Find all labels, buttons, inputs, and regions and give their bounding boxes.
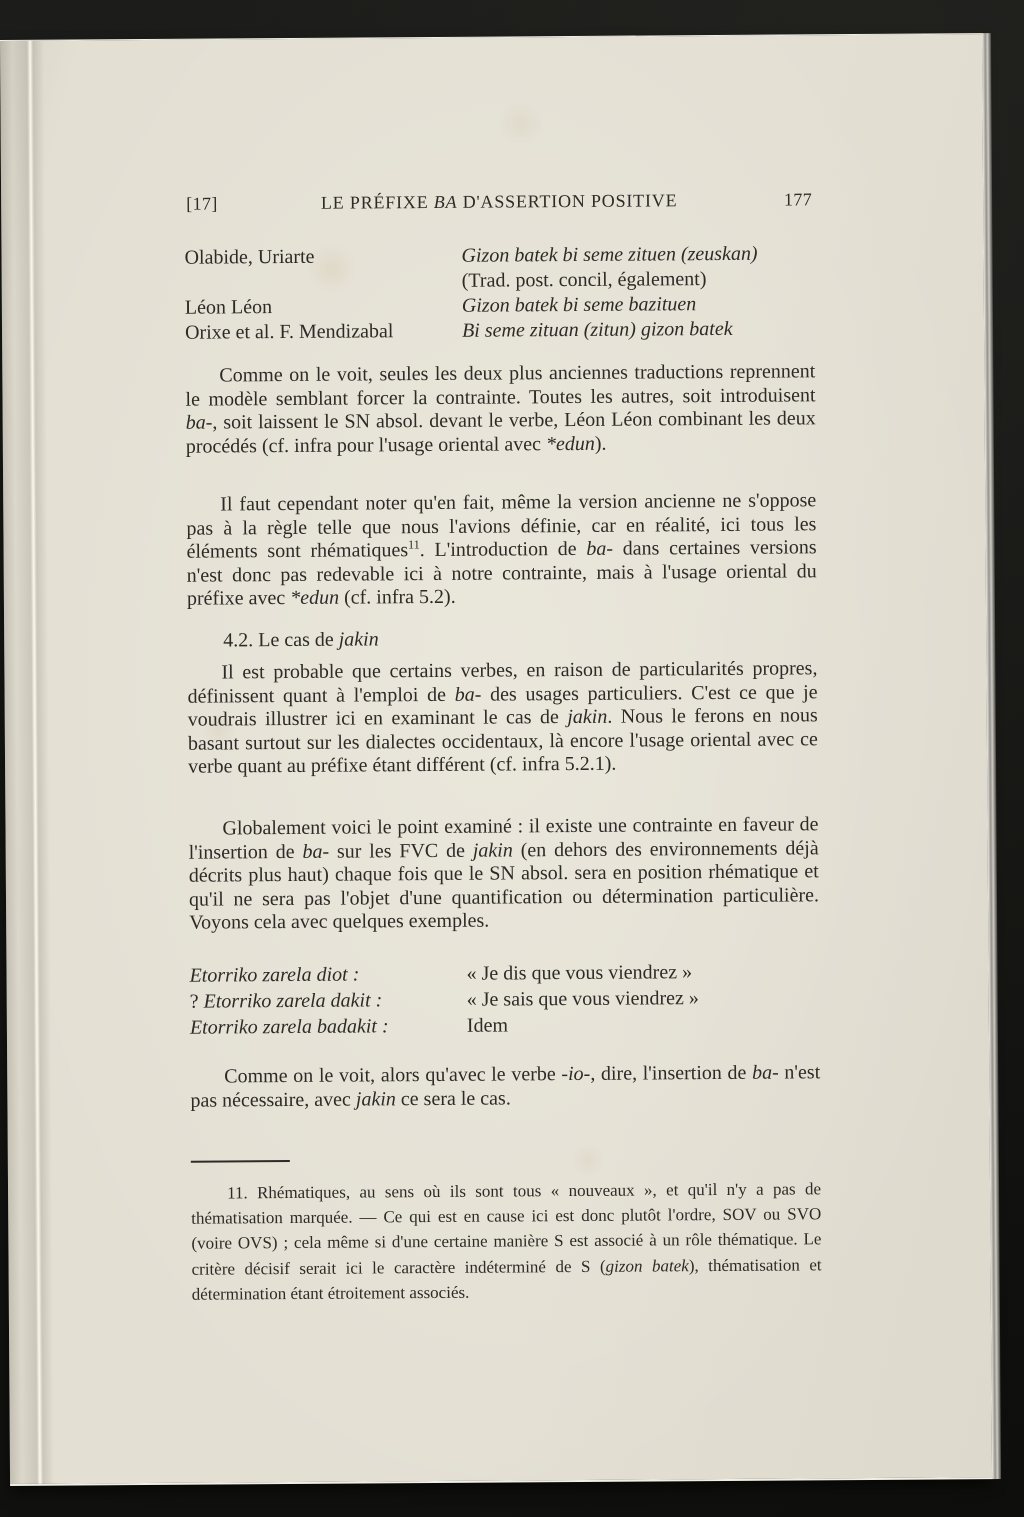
example-basque: ? Etorriko zarela dakit : xyxy=(189,989,383,1013)
page-gutter-fold xyxy=(0,41,54,1484)
paragraph-2: Il faut cependant noter qu'en fait, même la version ancienne ne s'oppose pas à la règle telle que nous l'avions définie, car en réalité, ici tous les éléments sont rhématiques$^{11}$. L'introduction de ba- dans certaines versions n'est donc pas redevable ici à notre contrainte, mais à l'usage oriental du préfixe avec *edun (cf. infra 5.2). xyxy=(186,489,817,611)
footnote-rule xyxy=(191,1160,290,1163)
translation-label: Olabide, Uriarte xyxy=(184,245,315,269)
translation-label xyxy=(185,269,462,296)
example-gloss: Idem xyxy=(466,1014,509,1037)
translation-value: Bi seme zituan (zitun) gizon batek xyxy=(461,317,733,342)
translation-value: Gizon batek bi seme zituen (zeuskan) xyxy=(461,242,758,267)
paragraph-5: Comme on le voit, alors qu'avec le verbe -io-, dire, l'insertion de ba- n'est pas nécessaire, avec jakin ce sera le cas. xyxy=(190,1061,821,1112)
running-header xyxy=(184,189,814,214)
example-basque: Etorriko zarela diot : xyxy=(189,963,360,987)
section-bracket-number: [17] xyxy=(186,193,218,214)
paragraph-1: Comme on le voit, seules les deux plus anciennes traductions reprennent le modèle semblant forcer la contrainte. Toutes les autres, soit introduisent ba-, soit laissent le SN absol. devant le verbe, Léon Léon combinant les deux procédés (cf. infra pour l'usage oriental avec *edun). xyxy=(185,360,816,458)
book-page xyxy=(0,33,992,1486)
translation-value: (Trad. post. concil, également) xyxy=(461,268,707,292)
translation-list xyxy=(184,241,815,345)
paragraph-4: Globalement voici le point examiné : il existe une contrainte en faveur de l'insertion de ba- sur les FVC de jakin (en dehors des environnements déjà décrits plus haut) chaque fois que le SN absol. sera en position rhématique et qu'il ne sera pas l'objet d'une quantification ou détermination particulière. Voyons cela avec quelques exemples. xyxy=(188,813,820,935)
running-title: LE PRÉFIXE BA D'ASSERTION POSITIVE xyxy=(320,190,678,213)
example-basque: Etorriko zarela badakit : xyxy=(189,1015,389,1039)
page-number: 177 xyxy=(783,189,813,210)
section-heading: 4.2. Le cas de jakin xyxy=(223,628,379,652)
footnote-text: 11. Rhématiques, au sens où ils sont tous « nouveaux », et qu'il n'y a pas de thématisation marquée. — Ce qui est en cause ici est donc plutôt l'ordre, SOV ou SVO (voire OVS) ; cela même si d'une certaine manière S est associé à un rôle thématique. Le critère décisif serait ici le caractère indéterminé de S (gizon batek), thématisation et détermination étant étroitement associés. xyxy=(191,1179,822,1304)
example-gloss: « Je sais que vous viendrez » xyxy=(466,987,699,1011)
page-edge-stack xyxy=(982,33,1001,1479)
example-list xyxy=(189,958,820,1040)
translation-label: Léon Léon xyxy=(184,296,273,319)
translation-label: Orixe et al. F. Mendizabal xyxy=(184,320,394,344)
paragraph-3: Il est probable que certains verbes, en raison de particularités propres, définissent quant à l'emploi de ba- des usages particuliers. C'est ce que je voudrais illustrer ici en examinant le cas de jakin. Nous le ferons en nous basant surtout sur les dialectes occidentaux, là encore l'usage oriental avec ce verbe quant au préfixe étant différent (cf. infra 5.2.1). xyxy=(187,657,818,779)
translation-value: Gizon batek bi seme bazituen xyxy=(461,293,697,317)
page-content xyxy=(183,35,823,1482)
example-gloss: « Je dis que vous viendrez » xyxy=(466,961,693,985)
